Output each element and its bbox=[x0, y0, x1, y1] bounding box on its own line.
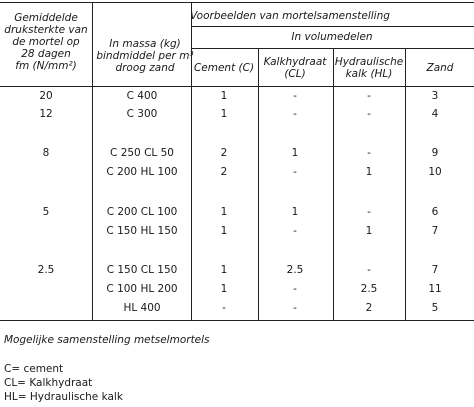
cell-mass-mix: HL 400 bbox=[123, 302, 161, 314]
header-bottom-border bbox=[0, 86, 474, 87]
cell-zand: 7 bbox=[431, 264, 439, 276]
cell-hydraulische-kalk: - bbox=[367, 206, 371, 218]
cell-zand: 3 bbox=[431, 90, 439, 102]
cell-zand: 4 bbox=[431, 108, 439, 120]
cell-hydraulische-kalk: 2.5 bbox=[360, 283, 378, 295]
header-kalkhydraat: Kalkhydraat (CL) bbox=[263, 56, 327, 80]
cell-zand: 9 bbox=[431, 147, 439, 159]
table-bottom-border bbox=[0, 320, 474, 321]
cell-hydraulische-kalk: - bbox=[367, 264, 371, 276]
legend-cement: C= cement bbox=[4, 363, 64, 375]
cell-kalkhydraat: - bbox=[293, 302, 297, 314]
cell-mass-mix: C 150 CL 150 bbox=[106, 264, 178, 276]
cell-hydraulische-kalk: 1 bbox=[365, 166, 373, 178]
cell-kalkhydraat: 2.5 bbox=[286, 264, 304, 276]
header-hydraulische: Hydraulische kalk (HL) bbox=[334, 56, 404, 80]
header-volume: In volumedelen bbox=[291, 31, 373, 43]
header-examples: Voorbeelden van mortelsamenstelling bbox=[190, 10, 390, 22]
cell-strength: 5 bbox=[42, 206, 50, 218]
cell-mass-mix: C 150 HL 150 bbox=[106, 225, 178, 237]
cell-kalkhydraat: - bbox=[293, 283, 297, 295]
cell-mass-mix: C 100 HL 200 bbox=[106, 283, 178, 295]
cell-cement: 1 bbox=[220, 108, 228, 120]
cell-cement: 1 bbox=[220, 283, 228, 295]
header-strength: Gemiddelde druksterkte van de mortel op 28 dagen fm (N/mm²) bbox=[4, 12, 88, 72]
cell-hydraulische-kalk: - bbox=[367, 90, 371, 102]
cell-zand: 7 bbox=[431, 225, 439, 237]
col-divider-1 bbox=[92, 2, 93, 320]
cell-strength: 8 bbox=[42, 147, 50, 159]
cell-cement: 1 bbox=[220, 90, 228, 102]
cell-strength: 12 bbox=[39, 108, 53, 120]
cell-cement: 2 bbox=[220, 166, 228, 178]
cell-mass-mix: C 200 HL 100 bbox=[106, 166, 178, 178]
cell-kalkhydraat: 1 bbox=[291, 147, 299, 159]
col-divider-3 bbox=[258, 48, 259, 320]
cell-kalkhydraat: - bbox=[293, 90, 297, 102]
cell-hydraulische-kalk: - bbox=[367, 147, 371, 159]
cell-hydraulische-kalk: - bbox=[367, 108, 371, 120]
cell-cement: 1 bbox=[220, 225, 228, 237]
cell-mass-mix: C 400 bbox=[126, 90, 158, 102]
legend-kalkhydraat: CL= Kalkhydraat bbox=[4, 377, 93, 389]
header-zand: Zand bbox=[426, 62, 454, 74]
header-mass: In massa (kg) bindmiddel per m³ droog zand bbox=[96, 38, 194, 74]
cell-mass-mix: C 250 CL 50 bbox=[110, 147, 174, 159]
cell-cement: - bbox=[222, 302, 226, 314]
cell-kalkhydraat: 1 bbox=[291, 206, 299, 218]
table-caption: Mogelijke samenstelling metselmortels bbox=[4, 334, 210, 346]
cell-cement: 1 bbox=[220, 264, 228, 276]
cell-zand: 6 bbox=[431, 206, 439, 218]
cell-cement: 1 bbox=[220, 206, 228, 218]
cell-kalkhydraat: - bbox=[293, 166, 297, 178]
header-sub-divider bbox=[191, 26, 474, 27]
cell-strength: 2.5 bbox=[37, 264, 55, 276]
col-divider-4 bbox=[333, 48, 334, 320]
header-cement: Cement (C) bbox=[193, 62, 255, 74]
cell-mass-mix: C 200 CL 100 bbox=[106, 206, 178, 218]
cell-zand: 10 bbox=[428, 166, 442, 178]
cell-cement: 2 bbox=[220, 147, 228, 159]
cell-strength: 20 bbox=[39, 90, 53, 102]
cell-hydraulische-kalk: 2 bbox=[365, 302, 373, 314]
table-top-border bbox=[0, 2, 474, 3]
cell-kalkhydraat: - bbox=[293, 225, 297, 237]
cell-mass-mix: C 300 bbox=[126, 108, 158, 120]
col-divider-5 bbox=[405, 48, 406, 320]
legend-hydraulische-kalk: HL= Hydraulische kalk bbox=[4, 391, 123, 403]
cell-kalkhydraat: - bbox=[293, 108, 297, 120]
cell-zand: 11 bbox=[428, 283, 442, 295]
cell-hydraulische-kalk: 1 bbox=[365, 225, 373, 237]
cell-zand: 5 bbox=[431, 302, 439, 314]
